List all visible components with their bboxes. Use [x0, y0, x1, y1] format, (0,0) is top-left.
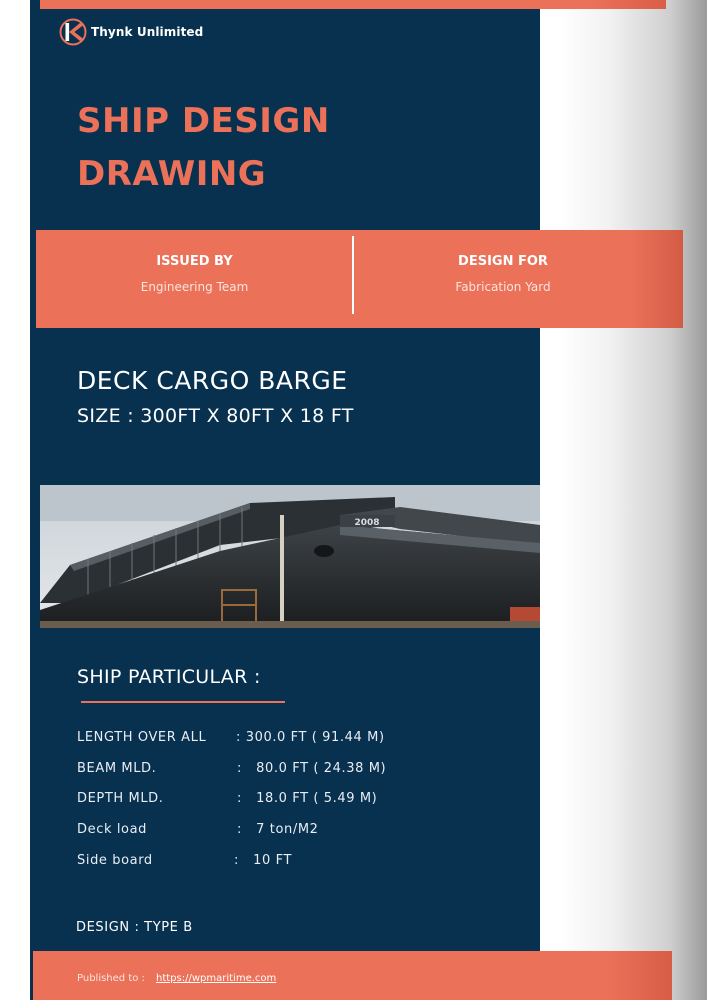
- spec-value: : 18.0 FT ( 5.49 M): [237, 791, 378, 806]
- section-title-particulars: SHIP PARTICULAR :: [77, 666, 261, 688]
- design-for-label: DESIGN FOR: [458, 254, 548, 269]
- footer-bar: [33, 951, 672, 1000]
- info-band: [36, 230, 683, 328]
- document-title: [77, 95, 517, 201]
- title-line-1: SHIP DESIGN: [77, 101, 330, 141]
- title-line-2: DRAWING: [77, 154, 267, 194]
- design-for-value: Fabrication Yard: [455, 280, 551, 294]
- brand-logo: [59, 18, 203, 46]
- issued-by-label: ISSUED BY: [156, 254, 233, 269]
- spec-label: Deck load: [77, 822, 148, 837]
- section-underline: [81, 701, 285, 703]
- thynk-logo-icon: [59, 18, 87, 46]
- spec-label: DEPTH MLD.: [77, 791, 164, 806]
- top-accent-bar: [40, 0, 666, 9]
- spec-label: BEAM MLD.: [77, 761, 157, 776]
- spec-value: : 7 ton/M2: [237, 822, 319, 837]
- issued-by-value: Engineering Team: [140, 280, 249, 294]
- spec-label: Side board: [77, 853, 153, 868]
- ship-size: SIZE : 300FT X 80FT X 18 FT: [77, 405, 354, 427]
- website-link[interactable]: https://wpmaritime.com: [156, 973, 277, 984]
- spec-value: : 80.0 FT ( 24.38 M): [237, 761, 387, 776]
- footer-label: Published to :: [77, 973, 145, 984]
- design-type: DESIGN : TYPE B: [76, 920, 193, 935]
- spec-label: LENGTH OVER ALL: [77, 730, 207, 745]
- ship-name: DECK CARGO BARGE: [77, 366, 348, 395]
- issued-by-block: [36, 230, 353, 328]
- hull-number: 2008: [354, 518, 380, 528]
- barge-photo: [40, 485, 540, 628]
- spec-value: : 300.0 FT ( 91.44 M): [236, 730, 385, 745]
- design-for-block: [353, 230, 653, 328]
- brand-name: Thynk Unlimited: [91, 25, 204, 39]
- spec-value: : 10 FT: [234, 853, 293, 868]
